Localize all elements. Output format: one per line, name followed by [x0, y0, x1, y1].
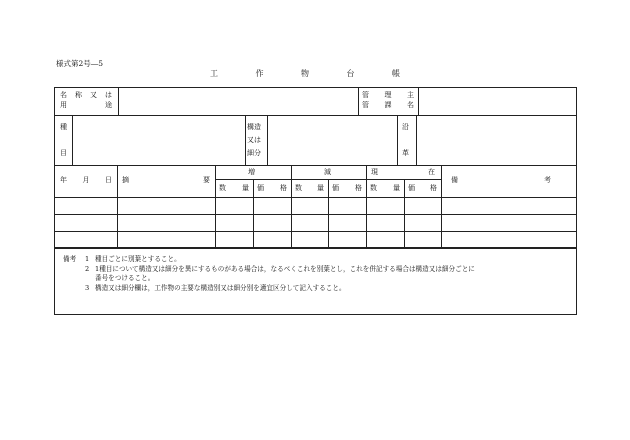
- col-divider: [441, 165, 442, 247]
- note-text: 種目ごとに別葉とすること。: [95, 255, 181, 263]
- row-divider: [55, 197, 576, 198]
- label-char: 格: [355, 184, 362, 192]
- label-char: 主: [407, 91, 414, 99]
- quantity-header: [370, 184, 400, 193]
- usage-label: [60, 101, 112, 110]
- col-divider: [328, 179, 329, 247]
- note-item: [63, 255, 568, 265]
- label-char: 格: [280, 184, 287, 192]
- history-label-top: 沿: [402, 123, 409, 131]
- label-char: 又: [90, 91, 97, 99]
- label-char: 年: [60, 176, 67, 184]
- label-char: 数: [219, 184, 226, 192]
- manager-label: [362, 91, 414, 100]
- increase-header: 増: [248, 168, 255, 176]
- label-char: 価: [408, 184, 415, 192]
- label-char: 量: [393, 184, 400, 192]
- label-char: は: [105, 91, 112, 99]
- quantity-header: [295, 184, 324, 193]
- note-number: 3: [85, 283, 90, 292]
- col-divider: [291, 165, 292, 247]
- label-char: 格: [430, 184, 437, 192]
- note-item: [63, 265, 568, 275]
- col-divider: [418, 88, 419, 115]
- label-char: 課: [384, 101, 392, 109]
- form-number: 様式第2号―5: [56, 59, 104, 68]
- value-header: [257, 184, 287, 193]
- title-char: 作: [255, 69, 264, 78]
- value-header: [408, 184, 437, 193]
- label-char: 数: [295, 184, 302, 192]
- row-divider: [55, 214, 576, 215]
- spacer: [63, 265, 85, 275]
- label-line: 細分: [247, 149, 261, 157]
- note-item: [63, 284, 568, 294]
- label-char: 管: [362, 91, 369, 99]
- kind-label-bottom: 目: [60, 149, 67, 157]
- label-char: 名: [407, 101, 414, 109]
- label-char: 数: [370, 184, 377, 192]
- note-text: 構造又は細分欄は，工作物の主要な構造別又は細分別を適宜区分して記入すること。: [95, 283, 346, 292]
- value-header: [332, 184, 362, 193]
- quantity-header: [219, 184, 249, 193]
- label-char: 価: [332, 184, 339, 192]
- col-divider: [245, 115, 246, 165]
- label-char: 考: [544, 176, 551, 184]
- label-char: 称: [75, 91, 82, 99]
- note-number: 1: [85, 255, 90, 263]
- section-name-label: [362, 101, 414, 110]
- col-divider: [117, 165, 118, 247]
- date-header: [60, 176, 112, 185]
- col-divider: [366, 165, 367, 247]
- label-char: 量: [317, 184, 324, 192]
- note-continuation: 番号をつけること。: [95, 274, 155, 282]
- note-text: 1種目について構造又は細分を異にするものがある場合は，なるべくこれを別葉とし，これを併記する場合は構造又は細分ごとに: [95, 264, 475, 273]
- row-divider: [55, 165, 576, 166]
- col-divider: [215, 165, 216, 247]
- label-char: 日: [105, 176, 112, 184]
- ledger-form: [54, 87, 577, 315]
- row-divider: [55, 115, 576, 116]
- col-divider: [404, 179, 405, 247]
- label-char: 量: [242, 184, 249, 192]
- label-char: 現: [371, 168, 378, 176]
- current-header: [371, 168, 435, 177]
- note-number: 2: [85, 264, 90, 273]
- kind-label-top: 種: [60, 123, 67, 131]
- title-char: 帳: [392, 69, 400, 78]
- label-char: 月: [82, 176, 90, 184]
- history-label-bottom: 革: [402, 149, 409, 157]
- label-char: 在: [428, 168, 435, 176]
- label-line: 構造: [247, 123, 261, 131]
- remarks-header: [451, 176, 551, 185]
- label-char: 管: [362, 101, 369, 109]
- col-divider: [358, 88, 359, 115]
- label-char: 備: [451, 176, 458, 184]
- col-divider: [253, 179, 254, 247]
- label-char: 理: [384, 91, 392, 99]
- title-char: 物: [301, 69, 309, 78]
- spacer: [63, 284, 85, 294]
- label-char: 価: [257, 184, 264, 192]
- title-char: 台: [346, 69, 355, 78]
- label-char: 要: [203, 176, 210, 184]
- label-char: 摘: [122, 176, 129, 184]
- title-char: 工: [210, 69, 218, 78]
- label-char: 途: [105, 101, 112, 109]
- col-divider: [397, 115, 398, 165]
- col-divider: [267, 115, 268, 165]
- label-char: 名: [60, 91, 67, 99]
- decrease-header: 減: [324, 168, 331, 176]
- structure-label: [247, 123, 261, 158]
- name-label: [60, 91, 112, 100]
- col-divider: [118, 88, 119, 115]
- label-char: 用: [60, 101, 67, 109]
- notes-label: 備考: [63, 255, 77, 263]
- label-line: 又は: [247, 136, 261, 144]
- summary-header: [122, 176, 210, 185]
- thick-divider: [55, 247, 576, 249]
- notes-section: [63, 255, 568, 293]
- col-divider: [416, 115, 417, 165]
- row-divider: [55, 231, 576, 232]
- page-title: [210, 69, 400, 78]
- col-divider: [72, 115, 73, 165]
